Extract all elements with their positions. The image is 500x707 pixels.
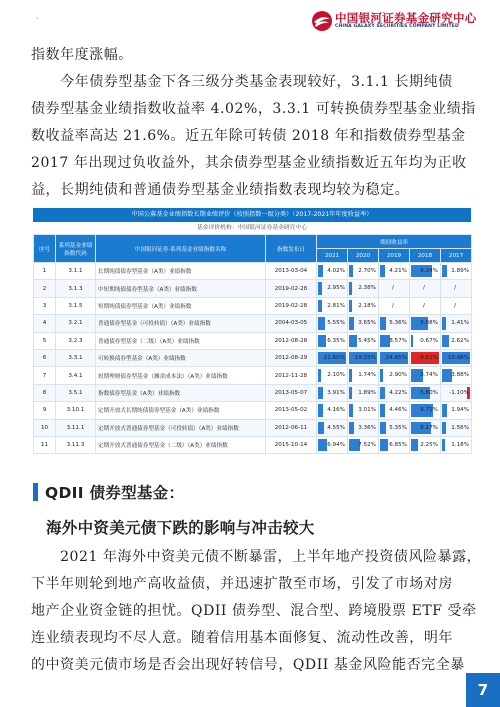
cell-date: 2012-06-11: [266, 419, 317, 436]
galaxy-logo-icon: [311, 10, 333, 32]
subheading: 海外中资美元债下跌的影响与冲击较大: [46, 519, 315, 537]
table-subtitle: 基金评价机构：中国银河证券基金研究中心: [196, 225, 308, 231]
cell-date: 2013-05-02: [266, 402, 317, 419]
table-row: [34, 263, 472, 280]
cell-return: [317, 332, 348, 349]
cell-return: [410, 297, 441, 314]
cell-seq: 8: [34, 384, 56, 401]
text-line: 下半年则轮到地产高收益债，并迅速扩散至市场，引发了市场对房: [31, 576, 453, 592]
cell-return: [441, 350, 472, 367]
cell-return: [410, 367, 441, 384]
return-value: 6.35%: [327, 337, 345, 344]
return-value: 1.56%: [451, 424, 470, 431]
return-value: 1.74%: [358, 372, 376, 379]
return-value: 3.88%: [451, 372, 470, 379]
return-value: 2.18%: [358, 302, 376, 309]
table-row: [34, 297, 472, 314]
cell-return: [348, 367, 379, 384]
cell-return: [348, 384, 379, 401]
return-value: 1.94%: [451, 407, 470, 414]
cell-code: 3.1.3: [56, 280, 96, 297]
cell-return: [317, 419, 348, 436]
cell-name: 定期开放式长期纯债债券型基金（A类）业绩指数: [96, 402, 266, 419]
table-body: [34, 263, 472, 454]
cell-name: 可转换债券型基金（A类）业绩指数: [96, 350, 266, 367]
cell-return: [379, 280, 410, 297]
return-value: /: [392, 285, 394, 292]
cell-return: [317, 384, 348, 401]
cell-return: [410, 315, 441, 332]
return-value: 1.41%: [451, 320, 470, 327]
cell-return: [379, 437, 410, 454]
return-value: 6.71%: [420, 407, 438, 414]
return-value: 24.65%: [385, 355, 407, 362]
cell-code: 3.11.1: [56, 419, 96, 436]
text-line: 数收益率高达 21.6%。近五年除可转债 2018 年和指数债券型基金: [31, 128, 466, 144]
cell-date: 2013-03-04: [266, 263, 317, 280]
cell-return: [379, 315, 410, 332]
paragraph-intro-end: [31, 42, 471, 69]
cell-name: 普通债券型基金（可投转债）（A类）业绩指数: [96, 315, 266, 332]
text-line: 地产企业资金链的担忧。QDII 债券型、混合型、跨境股票 ETF 受牵: [31, 603, 477, 619]
table-row: [34, 384, 472, 401]
cell-name: 长期纯债债券型基金（A类）业绩指数: [96, 263, 266, 280]
logo-en-text: CHINA GALAXY SECURITIES COMPANY LIMITED: [335, 24, 459, 29]
cell-name: 中短期纯债债券型基金（A类）业绩指数: [96, 280, 266, 297]
cell-return: [348, 350, 379, 367]
cell-return: [441, 332, 472, 349]
cell-return: [410, 402, 441, 419]
cell-code: 3.11.3: [56, 437, 96, 454]
return-value: 5.08%: [420, 320, 438, 327]
cell-name: 短期纯债债券型基金（A类）业绩指数: [96, 297, 266, 314]
header-year-2017: 2017: [441, 249, 472, 263]
paragraph-qdii: [31, 544, 482, 679]
cell-date: 2004-03-05: [266, 315, 317, 332]
return-value: 10.48%: [447, 355, 470, 362]
cell-return: [317, 315, 348, 332]
cell-return: [348, 315, 379, 332]
cell-code: 3.10.1: [56, 402, 96, 419]
cell-date: 2012-08-28: [266, 332, 317, 349]
paragraph-bond-summary: [31, 69, 476, 204]
cell-seq: 7: [34, 367, 56, 384]
cell-name: 普通债券型基金（二级）（A类）业绩指数: [96, 332, 266, 349]
return-value: 2.70%: [358, 268, 376, 274]
header-year-2021: 2021: [317, 249, 348, 263]
return-value: 2.62%: [451, 337, 470, 344]
cell-return: [441, 402, 472, 419]
cell-seq: 9: [34, 402, 56, 419]
text-line: 2021 年海外中资美元债不断暴雷，上半年地产投资债风险暴露，: [31, 549, 482, 565]
cell-return: [317, 437, 348, 454]
return-value: 8.57%: [389, 337, 407, 344]
cell-code: 3.4.1: [56, 367, 96, 384]
cell-return: [379, 367, 410, 384]
cell-return: [348, 402, 379, 419]
cell-seq: 1: [34, 263, 56, 280]
cell-code: 3.2.1: [56, 315, 96, 332]
cell-return: [441, 297, 472, 314]
return-value: 5.35%: [389, 424, 407, 431]
return-value: 6.85%: [389, 442, 407, 449]
cell-return: [348, 263, 379, 280]
header-name: 中国银河证券·系列基金业绩指数名称: [96, 235, 266, 263]
return-value: /: [423, 302, 425, 309]
cell-seq: 4: [34, 315, 56, 332]
cell-return: [410, 437, 441, 454]
return-value: 2.95%: [327, 285, 345, 292]
cell-seq: 11: [34, 437, 56, 454]
cell-name: 定期开放式普通债券型基金（可投转债）（A类）业绩指数: [96, 419, 266, 436]
cell-seq: 5: [34, 332, 56, 349]
cell-return: [348, 437, 379, 454]
return-value: 7.52%: [358, 442, 376, 449]
cell-return: [379, 419, 410, 436]
cell-return: [410, 350, 441, 367]
cell-return: [441, 419, 472, 436]
table-title: 中国公募基金业绩指数长期业绩评价（按照指数一级分类）（2017-2021年年度收益率）: [33, 208, 471, 222]
return-value: -8.61%: [418, 355, 438, 362]
cell-return: [317, 280, 348, 297]
return-value: 6.34%: [420, 268, 438, 274]
table-row: [34, 315, 472, 332]
return-value: 3.91%: [327, 389, 345, 396]
performance-table-panel: [33, 208, 471, 450]
table-row: [34, 437, 472, 454]
return-value: 4.55%: [327, 424, 345, 431]
text-line: 指数年度涨幅。: [31, 47, 133, 63]
table-row: [34, 367, 472, 384]
page-header: [0, 0, 500, 36]
cell-code: 3.2.3: [56, 332, 96, 349]
header-code: 系列基金业绩指数代码: [56, 235, 96, 263]
return-value: -1.10%: [449, 389, 470, 396]
cell-name: 指数债券型基金（A类）业绩指数: [96, 384, 266, 401]
return-value: 5.36%: [389, 320, 407, 327]
cell-return: [410, 332, 441, 349]
cell-return: [348, 297, 379, 314]
cell-return: [379, 350, 410, 367]
return-value: 21.60%: [323, 355, 345, 362]
header-returns-group: 期间收益率: [317, 235, 472, 249]
text-line: 益，长期纯债和普通债券型基金业绩指数表现均较为稳定。: [31, 182, 410, 198]
table-row: [34, 419, 472, 436]
return-value: 5.80%: [420, 389, 438, 396]
cell-date: 2012-08-29: [266, 350, 317, 367]
cell-code: 3.1.1: [56, 263, 96, 280]
table-row: [34, 402, 472, 419]
table-row: [34, 332, 472, 349]
cell-return: [317, 263, 348, 280]
cell-code: 3.3.1: [56, 350, 96, 367]
text-line: 债券型基金业绩指数收益率 4.02%，3.3.1 可转换债券型基金业绩指: [31, 101, 476, 117]
cell-return: [410, 419, 441, 436]
return-value: 0.67%: [420, 337, 438, 344]
return-value: 6.94%: [327, 442, 345, 449]
return-value: 1.89%: [451, 268, 470, 274]
cell-return: [348, 332, 379, 349]
cell-return: [441, 437, 472, 454]
cell-return: [348, 280, 379, 297]
return-value: 4.16%: [327, 407, 345, 414]
cell-code: 3.1.5: [56, 297, 96, 314]
cell-return: [441, 315, 472, 332]
cell-return: [379, 384, 410, 401]
cell-return: [441, 384, 472, 401]
section-accent-bar: [33, 483, 38, 501]
brand-logo: [311, 10, 477, 34]
cell-date: 2019-02-28: [266, 280, 317, 297]
header-year-2020: 2020: [348, 249, 379, 263]
cell-return: [379, 263, 410, 280]
cell-return: [441, 263, 472, 280]
cell-return: [410, 280, 441, 297]
return-value: 3.36%: [358, 424, 376, 431]
return-value: 3.01%: [358, 407, 376, 414]
return-value: 2.38%: [358, 285, 376, 292]
cell-seq: 2: [34, 280, 56, 297]
cell-return: [379, 332, 410, 349]
cell-return: [317, 367, 348, 384]
return-value: 2.90%: [389, 372, 407, 379]
return-value: 3.65%: [358, 320, 376, 327]
return-value: /: [423, 285, 425, 292]
logo-cn-text: 中国银河证券基金研究中心: [335, 11, 477, 25]
cell-seq: 10: [34, 419, 56, 436]
return-value: 6.17%: [420, 424, 438, 431]
cell-date: 2012-11-28: [266, 367, 317, 384]
text-line: 今年债券型基金下各三级分类基金表现较好，3.1.1 长期纯债: [31, 74, 453, 90]
return-value: 4.22%: [389, 389, 407, 396]
return-value: /: [454, 302, 456, 309]
cell-code: 3.5.1: [56, 384, 96, 401]
cell-return: [317, 402, 348, 419]
performance-table: [33, 234, 472, 454]
cell-return: [441, 280, 472, 297]
return-value: 4.46%: [389, 407, 407, 414]
return-value: 4.02%: [327, 268, 345, 274]
table-row: [34, 350, 472, 367]
return-value: 2.25%: [420, 442, 438, 449]
text-line: 的中资美元债市场是否会出现好转信号，QDII 基金风险能否完全暴: [31, 657, 465, 673]
return-value: /: [454, 285, 456, 292]
return-value: 1.89%: [358, 389, 376, 396]
cell-seq: 3: [34, 297, 56, 314]
return-value: 5.55%: [327, 320, 345, 327]
return-value: 4.21%: [389, 268, 407, 274]
cell-name: 定期开放式普通债券型基金（二级）（A类）业绩指数: [96, 437, 266, 454]
cell-date: 2013-05-07: [266, 384, 317, 401]
text-line: 连业绩表现均不尽人意。随着信用基本面修复、流动性改善，明年: [31, 630, 453, 646]
cell-return: [441, 367, 472, 384]
section-title: QDII 债券型基金：: [45, 484, 185, 502]
section-heading: [33, 481, 233, 503]
return-value: 2.10%: [327, 372, 345, 379]
return-value: 19.25%: [354, 355, 376, 362]
cell-name: 短期理财债券型基金（摊余成本法）（A类）业绩指数: [96, 367, 266, 384]
cell-return: [317, 350, 348, 367]
table-row: [34, 280, 472, 297]
cell-return: [317, 297, 348, 314]
cell-return: [410, 263, 441, 280]
cell-date: 2019-02-28: [266, 297, 317, 314]
header-year-2018: 2018: [410, 249, 441, 263]
text-line: 2017 年出现过负收益外，其余债券型基金业绩指数近五年均为正收: [31, 155, 467, 171]
cell-return: [410, 384, 441, 401]
cell-return: [379, 297, 410, 314]
corner-mark: `: [36, 18, 39, 25]
return-value: 3.74%: [420, 372, 438, 379]
return-value: /: [392, 302, 394, 309]
page-number: 7: [466, 673, 500, 707]
return-value: 2.81%: [327, 302, 345, 309]
cell-return: [379, 402, 410, 419]
header-year-2019: 2019: [379, 249, 410, 263]
header-seq: 序号: [34, 235, 56, 263]
return-value: 1.18%: [451, 442, 470, 449]
cell-date: 2015-10-14: [266, 437, 317, 454]
return-value: 5.45%: [358, 337, 376, 344]
cell-seq: 6: [34, 350, 56, 367]
header-date: 指数发布日: [266, 235, 317, 263]
cell-return: [348, 419, 379, 436]
